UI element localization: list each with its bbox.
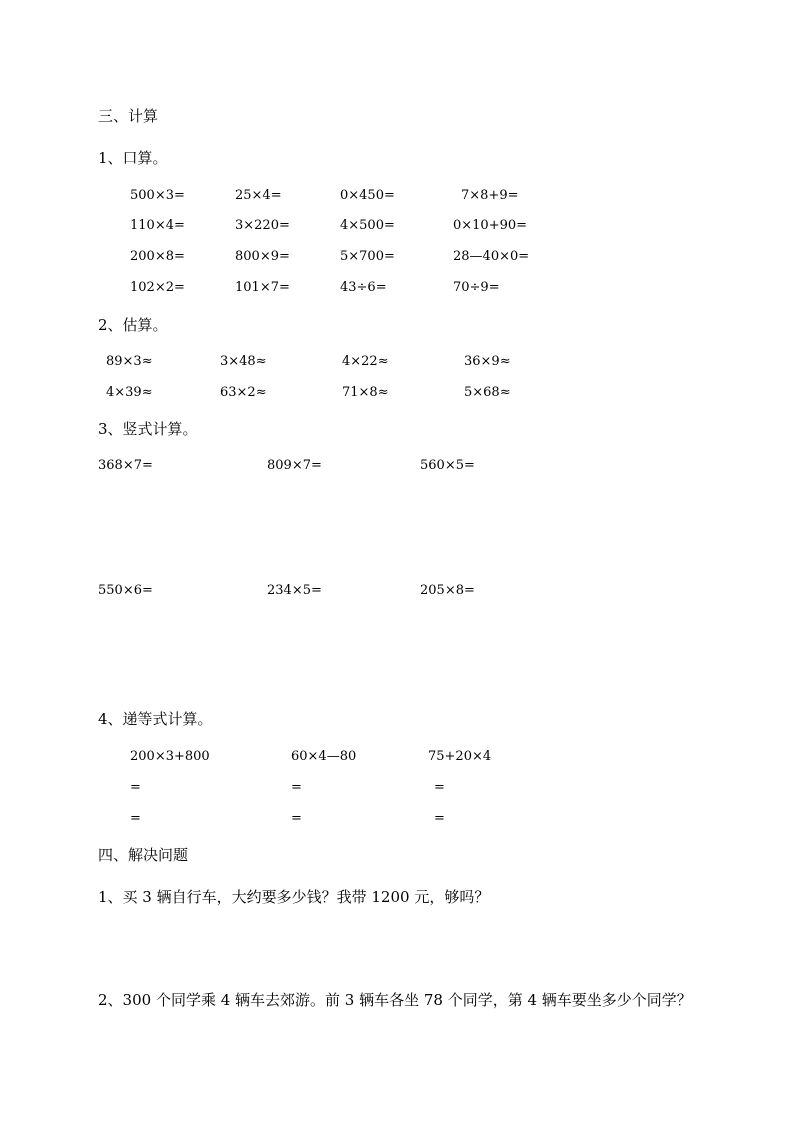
equals-sign: = xyxy=(434,780,445,795)
estimation-item: 4×22≈ xyxy=(342,354,389,369)
mental-math-item: 110×4= xyxy=(130,218,185,233)
word-problem-1: 1、买 3 辆自行车，大约要多少钱？我带 1200 元，够吗？ xyxy=(98,888,490,906)
vertical-calc-item: 234×5= xyxy=(267,583,322,598)
q2-title: 2、估算。 xyxy=(98,316,168,334)
mental-math-item: 0×450= xyxy=(340,188,395,203)
mental-math-item: 5×700= xyxy=(340,249,395,264)
word-problem-2: 2、300 个同学乘 4 辆车去郊游。前 3 辆车各坐 78 个同学，第 4 辆车要坐多少个同学？ xyxy=(98,991,692,1009)
step-calc-expression: 200×3+800 xyxy=(130,749,210,764)
equals-sign: = xyxy=(434,811,445,826)
q3-title: 3、竖式计算。 xyxy=(98,420,198,438)
estimation-item: 89×3≈ xyxy=(106,354,153,369)
mental-math-item: 101×7= xyxy=(235,280,290,295)
estimation-item: 71×8≈ xyxy=(342,385,389,400)
vertical-calc-item: 205×8= xyxy=(420,583,475,598)
equals-sign: = xyxy=(130,780,141,795)
mental-math-item: 70÷9= xyxy=(453,280,500,295)
vertical-calc-item: 809×7= xyxy=(267,458,322,473)
q1-title: 1、口算。 xyxy=(98,149,168,167)
mental-math-item: 25×4= xyxy=(235,188,282,203)
mental-math-item: 500×3= xyxy=(130,188,185,203)
mental-math-item: 28—40×0= xyxy=(453,249,530,264)
mental-math-item: 102×2= xyxy=(130,280,185,295)
equals-sign: = xyxy=(130,811,141,826)
vertical-calc-item: 368×7= xyxy=(98,458,153,473)
mental-math-item: 7×8+9= xyxy=(461,188,519,203)
step-calc-expression: 75+20×4 xyxy=(428,749,492,764)
section-title-problem-solving: 四、解决问题 xyxy=(98,846,189,864)
estimation-item: 3×48≈ xyxy=(220,354,267,369)
section-title-calculation: 三、计算 xyxy=(98,107,159,125)
mental-math-item: 3×220= xyxy=(235,218,290,233)
vertical-calc-item: 550×6= xyxy=(98,583,153,598)
mental-math-item: 200×8= xyxy=(130,249,185,264)
equals-sign: = xyxy=(291,811,302,826)
estimation-item: 63×2≈ xyxy=(220,385,267,400)
estimation-item: 5×68≈ xyxy=(464,385,511,400)
mental-math-item: 43÷6= xyxy=(340,280,387,295)
equals-sign: = xyxy=(291,780,302,795)
q4-title: 4、递等式计算。 xyxy=(98,710,213,728)
vertical-calc-item: 560×5= xyxy=(420,458,475,473)
step-calc-expression: 60×4—80 xyxy=(291,749,357,764)
mental-math-item: 4×500= xyxy=(340,218,395,233)
estimation-item: 36×9≈ xyxy=(464,354,511,369)
mental-math-item: 800×9= xyxy=(235,249,290,264)
estimation-item: 4×39≈ xyxy=(106,385,153,400)
mental-math-item: 0×10+90= xyxy=(453,218,528,233)
